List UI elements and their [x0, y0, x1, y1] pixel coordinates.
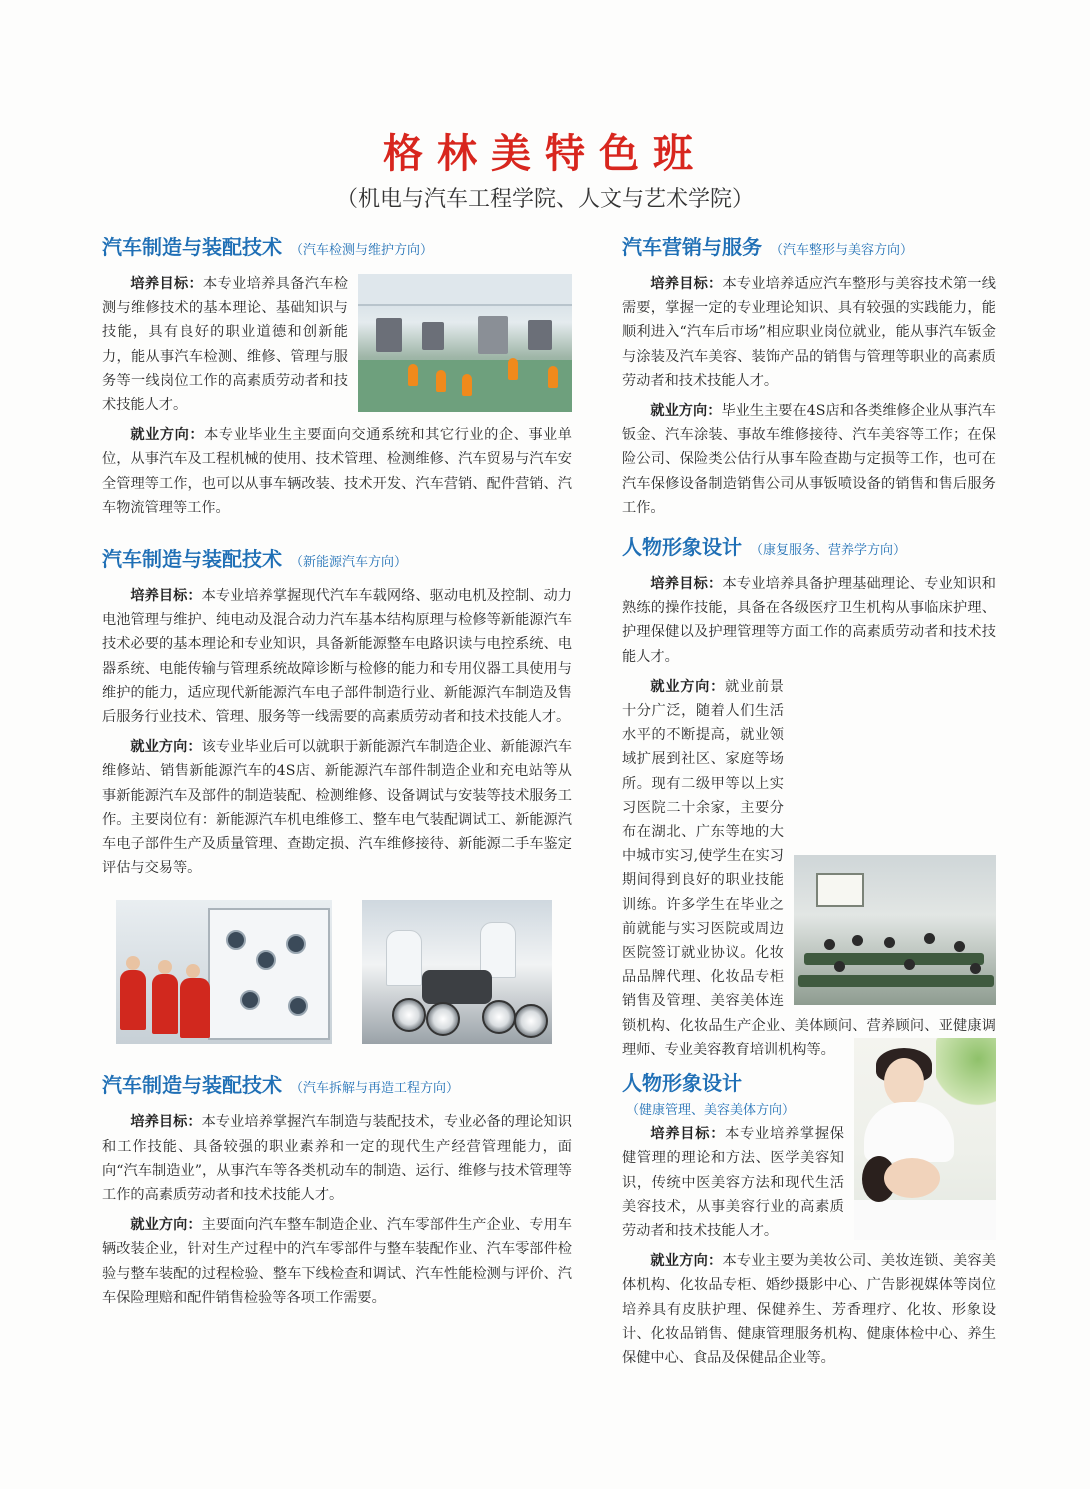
section-title: 汽车营销与服务 — [622, 235, 762, 259]
training-board-photo — [116, 900, 332, 1044]
section-auto-inspection — [102, 232, 572, 526]
section-heading — [622, 532, 996, 566]
goal-paragraph — [102, 1110, 572, 1207]
section-subtitle: （康复服务、营养学方向） — [750, 543, 907, 559]
section-heading — [622, 232, 996, 266]
job-paragraph — [622, 399, 996, 520]
section-title: 汽车制造与装配技术 — [102, 1073, 282, 1098]
spa-massage-photo — [854, 1038, 996, 1240]
goal-paragraph — [102, 584, 572, 729]
job-label: 就业方向： — [130, 427, 205, 444]
job-paragraph — [102, 735, 572, 880]
goal-label: 培养目标： — [650, 276, 723, 292]
job-text: 本专业主要为美妆公司、美妆连锁、美容美体机构、化妆品专柜、婚纱摄影中心、广告影视媒体等岗位培养具有皮肤护理、保健养生、芳香理疗、化妆、形象设计、化妆品销售、健康管理服务机构、健康体检中心、养生保健中心、食品及保健品企业等。 — [622, 1253, 996, 1366]
goal-text: 本专业培养掌握保健管理的理论和方法、医学美容知识，传统中医美容方法和现代生活美容技术，从事美容行业的高素质劳动者和技术技能人才。 — [622, 1126, 844, 1239]
goal-text: 本专业培养掌握现代汽车车载网络、驱动电机及控制、动力电池管理与维护、纯电动及混合动力汽车基本结构原理与检修等新能源汽车技术必要的基本理论和专业知识，具备新能源整车电路识读与电控系统、电器系统、电能传输与管理系统故障诊断与检修的能力和专用仪器工具使用与维护的能力，适应现代新能源汽车电子部件制造行业、新能源汽车制造及售后服务行业技术、管理、服务等一线需要的高素质劳动者和技术技能人才。 — [102, 588, 572, 726]
goal-text: 本专业培养掌握汽车制造与装配技术，专业必备的理论知识和工作技能、具备较强的职业素养和一定的现代生产经营管理能力，面向“汽车制造业”，从事汽车等各类机动车的制造、运行、维修与技术管理等工作的高素质劳动者和技术技能人才。 — [102, 1114, 572, 1204]
workshop-photo — [358, 274, 572, 412]
section-title: 汽车制造与装配技术 — [102, 547, 282, 572]
section-subtitle: （汽车拆解与再造工程方向） — [290, 1081, 460, 1097]
section-image-design-rehab — [622, 532, 996, 1068]
job-text: 本专业毕业生主要面向交通系统和其它行业的企、事业单位，从事汽车及工程机械的使用、技术管理、检测维修、汽车贸易与汽车安全管理等工作，也可以从事车辆改装、技术开发、汽车营销、配件营销、汽车物流管理等工作。 — [102, 427, 572, 516]
classroom-photo — [794, 855, 996, 1005]
section-disassembly — [102, 1070, 572, 1310]
job-text: 主要面向汽车整车制造企业、汽车零部件生产企业、专用车辆改装企业，针对生产过程中的汽车零部件与整车装配作业、汽车零部件检验与整车装配的过程检验、整车下线检查和调试、汽车性能检测与评价、汽车保险理赔和配件销售检验等各项工作需要。 — [102, 1217, 572, 1306]
job-label: 就业方向： — [650, 403, 722, 420]
section-subtitle: （汽车检测与维护方向） — [290, 243, 434, 258]
goal-paragraph — [622, 272, 996, 393]
job-label: 就业方向： — [650, 1253, 723, 1270]
section-heading — [102, 1070, 572, 1104]
left-column — [102, 232, 572, 1316]
section-title: 汽车制造与装配技术 — [102, 235, 282, 259]
section-title: 人物形象设计 — [622, 1071, 742, 1096]
goal-text: 本专业培养具备汽车检测与维修技术的基本理论、基础知识与技能，具有良好的职业道德和创新能力，能从事汽车检测、维修、管理与服务等一线岗位工作的高素质劳动者和技术技能人才。 — [102, 276, 348, 414]
goal-text: 本专业培养适应汽车整形与美容技术第一线需要，掌握一定的专业理论知识、具有较强的实践能力，能顺利进入“汽车后市场”相应职业岗位就业，能从事汽车钣金与涂装及汽车美容、装饰产品的销售与管理等职业的高素质劳动者和技术技能人才。 — [622, 276, 996, 389]
job-text: 该专业毕业后可以就职于新能源汽车制造企业、新能源汽车维修站、销售新能源汽车的4S店、新能源汽车部件制造企业和充电站等从事新能源汽车及部件的制造装配、检测维修、设备调试与安装等技术服务工作。主要岗位有：新能源汽车机电维修工、整车电气装配调试工、新能源汽车电子部件生产及质量管理、查勘定损、汽车维修接待、新能源二手车鉴定评估与交易等。 — [102, 739, 572, 877]
goal-paragraph — [622, 572, 996, 669]
goal-label: 培养目标： — [130, 276, 204, 292]
job-label: 就业方向： — [130, 1217, 202, 1234]
page-subtitle: （机电与汽车工程学院、人文与艺术学院） — [335, 187, 754, 212]
section-subtitle: （新能源汽车方向） — [290, 555, 408, 571]
job-label: 就业方向： — [650, 678, 726, 695]
section-new-energy — [102, 544, 572, 880]
section-subtitle: （汽车整形与美容方向） — [770, 243, 914, 258]
section-heading — [102, 544, 572, 578]
goal-label: 培养目标： — [650, 1126, 726, 1143]
section-heading — [102, 232, 572, 266]
section-auto-marketing — [622, 232, 996, 520]
training-photos — [116, 900, 572, 1050]
job-label: 就业方向： — [130, 739, 202, 756]
job-paragraph — [102, 1213, 572, 1310]
goal-label: 培养目标： — [130, 588, 202, 605]
job-text: 毕业生主要在4S店和各类维修企业从事汽车钣金、汽车涂装、事故车维修接待、汽车美容等工作；在保险公司、保险类公估行从事车险查勘与定损等工作，也可在汽车保修设备制造销售公司从事钣喷设备的销售和售后服务工作。 — [622, 403, 996, 516]
page-title: 格林美特色班 — [383, 130, 707, 177]
section-image-design-health — [622, 1068, 996, 1370]
goal-label: 培养目标： — [650, 576, 723, 593]
engine-repair-photo — [362, 900, 552, 1044]
job-paragraph — [102, 423, 572, 520]
section-subtitle: （健康管理、美容美体方向） — [626, 1103, 796, 1119]
goal-text: 本专业培养具备护理基础理论、专业知识和熟练的操作技能，具备在各级医疗卫生机构从事临床护理、护理保健以及护理管理等方面工作的高素质劳动者和技术技能人才。 — [622, 576, 996, 665]
job-paragraph — [622, 1249, 996, 1370]
goal-label: 培养目标： — [130, 1114, 202, 1131]
job-text: 就业前景十分广泛，随着人们生活水平的不断提高，就业领域扩展到社区、家庭等场所。现有二级甲等以上实习医院二十余家，主要分布在湖北、广东等地的大中城市实习,使学生在实习期间得到良好的职业技能训练。许多学生在毕业之前就能与实习医院或周边医院签订就业协议。化妆品品牌代理、化妆品专柜销售及管理、美容美体连锁机构、化妆品生产企业、美体顾问、营养顾问、亚健康调理师、专业美容教育培训机构等。 — [622, 678, 996, 1058]
section-title: 人物形象设计 — [622, 535, 742, 560]
right-column — [622, 232, 996, 1376]
